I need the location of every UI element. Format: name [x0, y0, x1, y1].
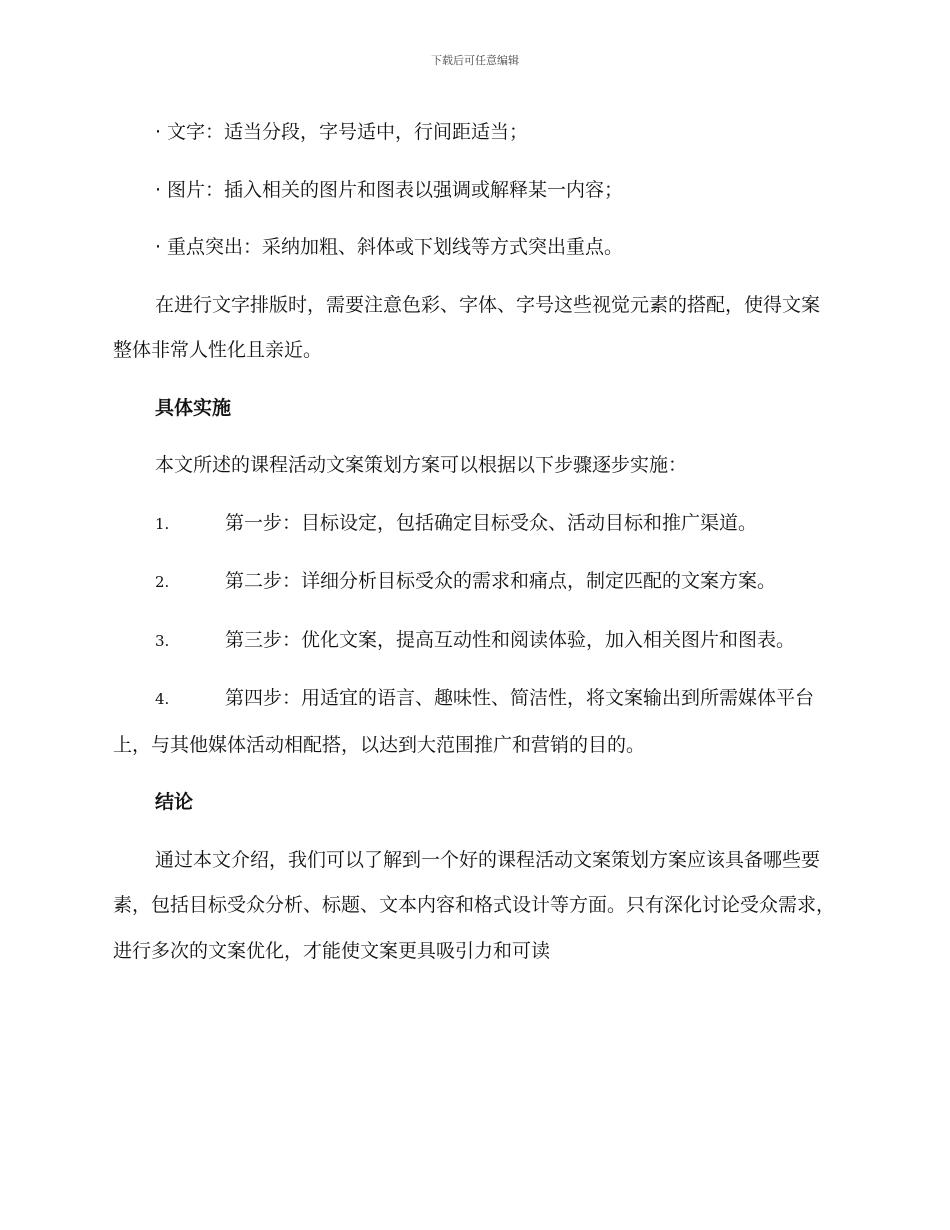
bullet-item: [113, 225, 835, 271]
bullet-marker: ·: [155, 236, 162, 258]
step-number: 2.: [155, 573, 170, 591]
step-item: [113, 559, 835, 606]
step-text: 第一步：目标设定，包括确定目标受众、活动目标和推广渠道。: [225, 511, 758, 534]
bullet-text: 图片：插入相关的图片和图表以强调或解释某一内容；: [167, 178, 624, 201]
bullet-text: 文字：适当分段，字号适中，行间距适当；: [167, 121, 529, 143]
step-text: 第二步：详细分析目标受众的需求和痛点，制定匹配的文案方案。: [225, 570, 777, 592]
step-item: [113, 676, 835, 768]
paragraph-typesetting: 在进行文字排版时，需要注意色彩、字体、字号这些视觉元素的搭配，使得文案整体非常人性化且亲近。: [113, 293, 821, 361]
bullet-text: 重点突出：采纳加粗、斜体或下划线等方式突出重点。: [167, 236, 624, 258]
step-number: 3.: [155, 631, 170, 650]
bullet-marker: ·: [155, 121, 162, 143]
heading-conclusion: 结论: [155, 791, 194, 813]
step-item: [113, 501, 835, 548]
step-number: 4.: [155, 690, 170, 708]
bullet-marker: ·: [155, 178, 162, 201]
header-note: 下载后可任意编辑: [431, 54, 519, 67]
bullet-item: [113, 168, 835, 214]
document-body: [113, 110, 835, 986]
step-text: 第四步：用适宜的语言、趣味性、简洁性，将文案输出到所需媒体平台上，与其他媒体活动相配搭，以达到大范围推广和营销的目的。: [113, 687, 815, 756]
heading-implementation: 具体实施: [155, 396, 232, 419]
conclusion-paragraph: 通过本文介绍，我们可以了解到一个好的课程活动文案策划方案应该具备哪些要素，包括目标受众分析、标题、文本内容和格式设计等方面。只有深化讨论受众需求，进行多次的文案优化，才能使文案更具吸引力和可读: [113, 848, 836, 962]
bullet-item: [113, 110, 835, 156]
implementation-intro: 本文所述的课程活动文案策划方案可以根据以下步骤逐步实施：: [155, 454, 688, 476]
step-item: [113, 618, 835, 665]
step-number: 1.: [155, 514, 170, 533]
step-text: 第三步：优化文案，提高互动性和阅读体验，加入相关图片和图表。: [225, 628, 796, 651]
